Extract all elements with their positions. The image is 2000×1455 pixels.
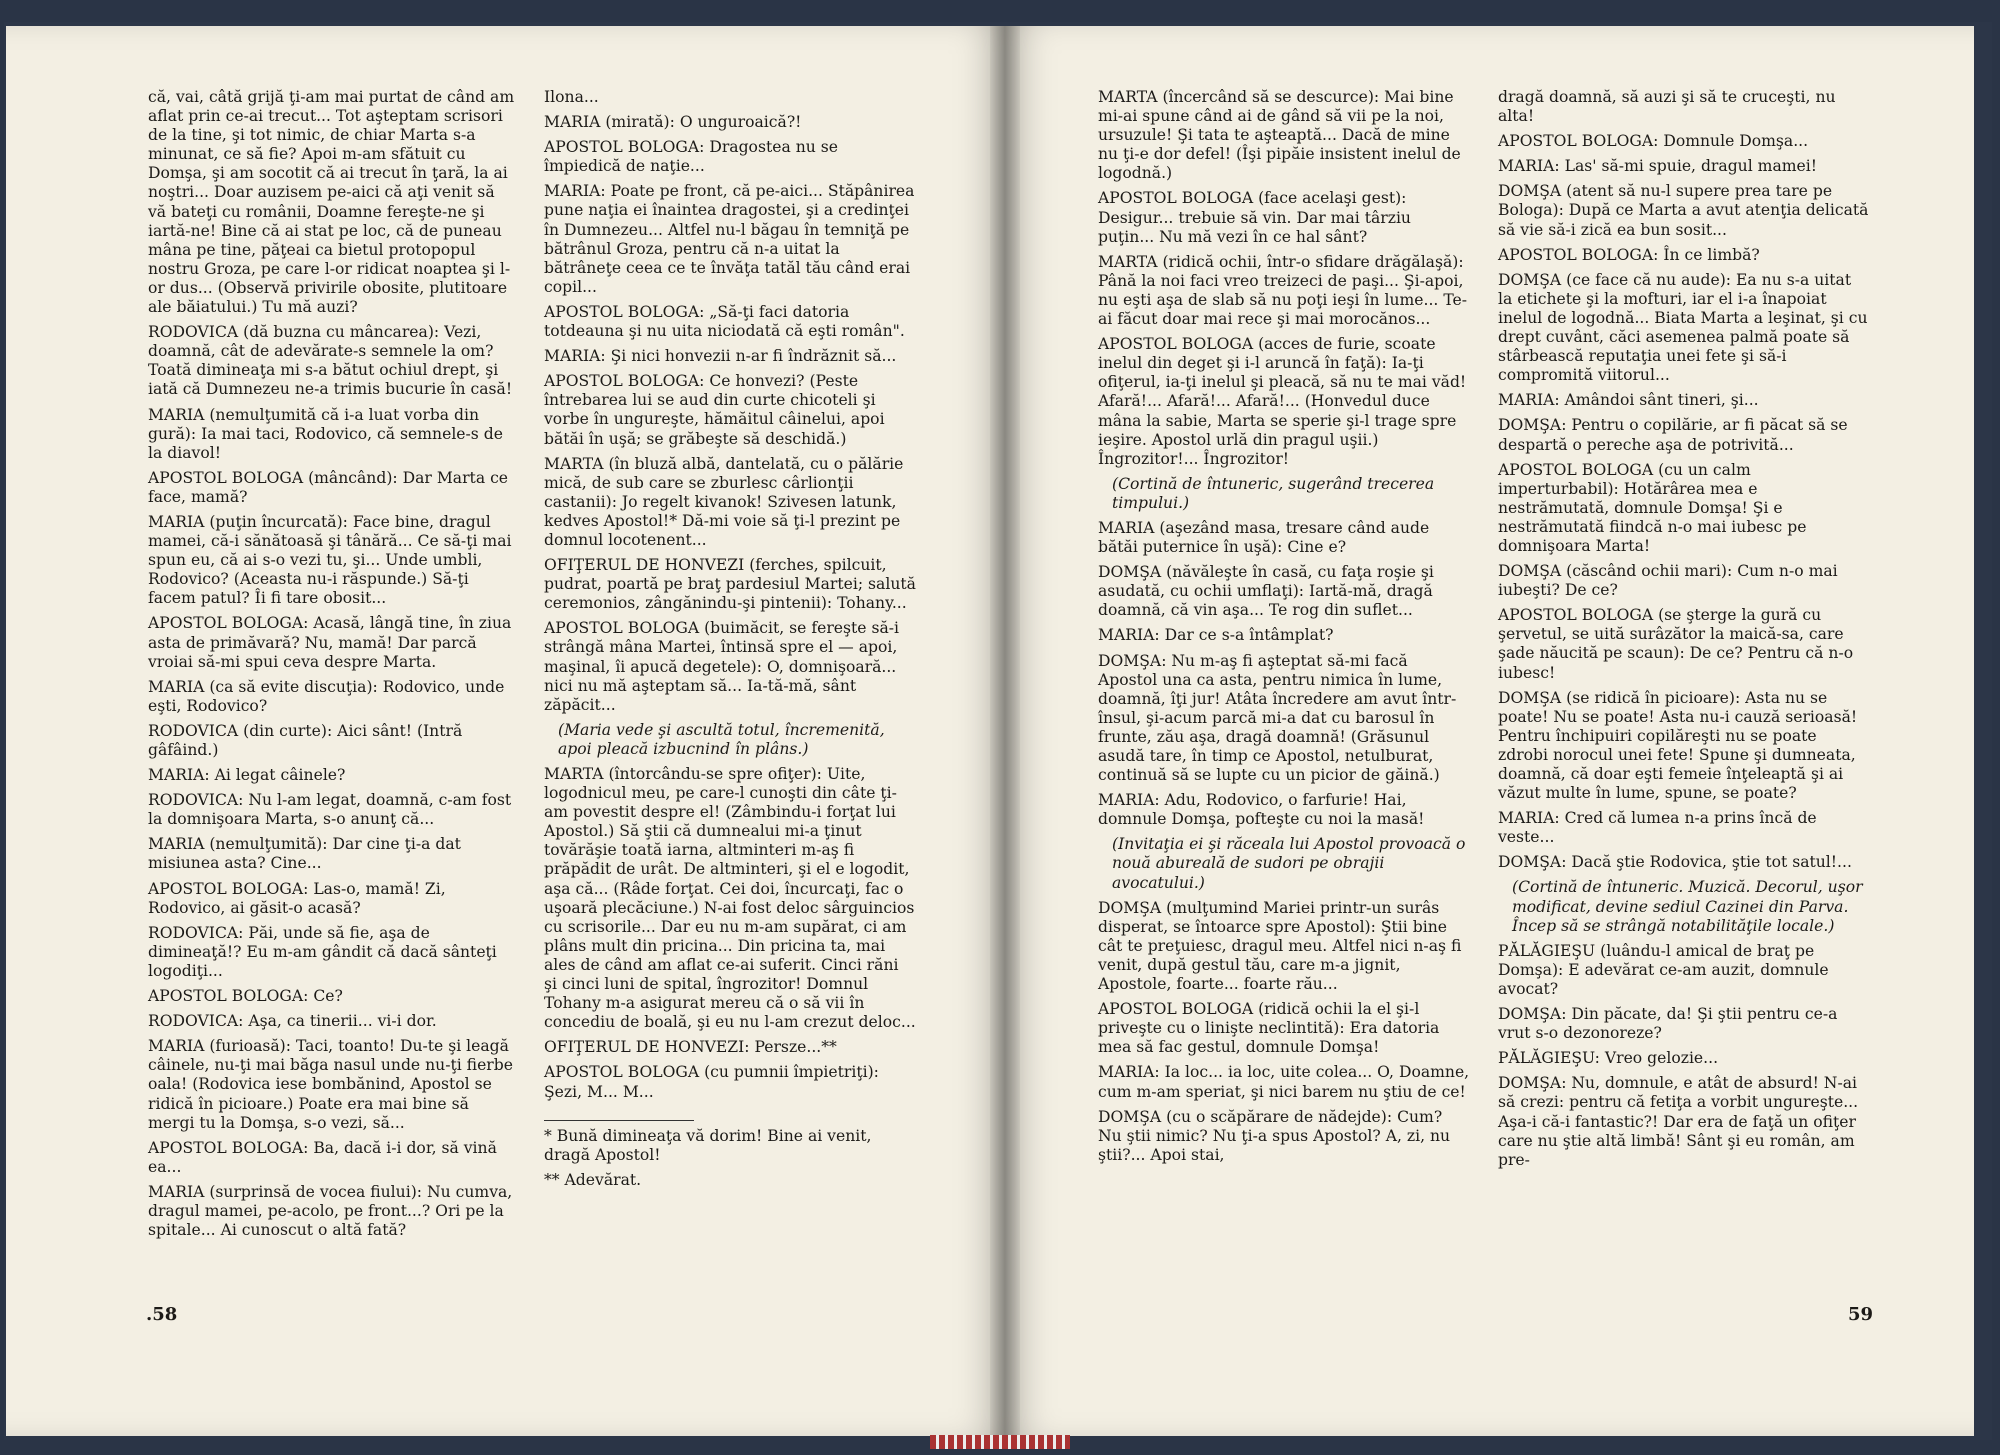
text-block: DOMŞA (năvăleşte în casă, cu faţa roşie şi asudată, cu ochii umflaţi): Iartă-mă, dragă doamnă, că vin aşa... Te rog din suflet...: [1098, 563, 1434, 620]
text-block: MARIA: Dar ce s-a întâmplat?: [1098, 626, 1334, 645]
text-block: MARIA: Şi nici honvezii n-ar fi îndrăznit să...: [544, 347, 897, 366]
text-block: RODOVICA (din curte): Aici sânt! (Intră gâfâind.): [148, 721, 463, 759]
text-block: MARIA: Las' să-mi spuie, dragul mamei!: [1498, 157, 1818, 176]
text-block: MARIA (nemulţumită că i-a luat vorba din gură): Ia mai taci, Rodovico, că semnele-s de la diavol!: [148, 405, 503, 462]
text-block: DOMŞA (se ridică în picioare): Asta nu se poate! Nu se poate! Asta nu-i cauză serioasă! Pentru închipuiri copilăreşti nu se poate zdrobi norocul unei fete! Spune şi dumneata, doamnă, că doar eşti femeie înţeleaptă şi ai văzut multe în lume, spune, se poate?: [1498, 688, 1858, 803]
text-block: MARTA (întorcându-se spre ofiţer): Uite, logodnicul meu, pe care-l cunoşti din câte ţi-am povestit despre el! (Zâmbindu-i forţat lui Apostol.) Să ştii că dumnealui mi-a ţinut tovărăşie toată iarna, altminteri m-aş fi prăpădit de urât. De altminteri, şi el e logodit, aşa că... (Râde forţat. Cei doi, încurcaţi, fac o uşoară plecăciune.) N-ai fost deloc sârguincios cu scrisorile... Dar eu nu m-am supărat, ci am plâns mult din pricina... Din pricina ta, mai ales de când am aflat ce-ai suferit. Cinci răni şi cinci luni de spital, îngrozitor! Domnul Tohany m-a asigurat mereu că o să vii în concediu de boală, şi eu nu l-am crezut deloc...: [544, 765, 916, 1032]
right-page-column-1: [1098, 88, 1470, 1171]
text-block: MARIA: Amândoi sânt tineri, şi...: [1498, 391, 1759, 410]
text-block: Ilona...: [544, 88, 599, 106]
text-block: APOSTOL BOLOGA (ridică ochii la el şi-l priveşte cu o linişte neclintită): Era datoria mea să fac gestul, domnule Domşa!: [1098, 1000, 1440, 1057]
text-block: MARIA (ca să evite discuţia): Rodovico, unde eşti, Rodovico?: [148, 677, 505, 715]
text-block: APOSTOL BOLOGA (cu un calm imperturbabil): Hotărârea mea e nestrămutată, domnule Domşa! Şi e nestrămutată fiindcă n-o mai iubesc pe domnişoara Marta!: [1498, 460, 1807, 555]
stage-direction: (Invitaţia ei şi răceala lui Apostol provoacă o nouă abureală de sudori pe obrajii avocatului.): [1112, 835, 1466, 892]
footnote: ** Adevărat.: [544, 1170, 642, 1189]
text-block: MARIA: Adu, Rodovico, o farfurie! Hai, domnule Domşa, pofteşte cu noi la masă!: [1098, 791, 1425, 829]
text-block: DOMŞA: Nu m-aş fi aşteptat să-mi facă Apostol una ca asta, pentru nimica în lume, doamnă, îţi jur! Atâta încredere am avut într-însul, şi-acum parcă mi-a dat cu barosul în frunte, zău aşa, dragă doamnă! (Grăsunul asudă tare, în timp ce Apostol, netulburat, continuă să se lupte cu un picior de găină.): [1098, 651, 1457, 785]
text-block: RODOVICA: Păi, unde să fie, aşa de dimineaţă!? Eu m-am gândit că dacă sânteţi logodiţi...: [148, 923, 497, 980]
stage-direction: (Cortină de întuneric, sugerând trecerea timpului.): [1112, 474, 1435, 512]
book-gutter: [990, 26, 1020, 1436]
page-number-right: 59: [1848, 1304, 1874, 1325]
text-block: DOMŞA (mulţumind Mariei printr-un surâs disperat, se întoarce spre Apostol): Ştii bine cât te preţuiesc, dragul meu. Altfel nici n-aş fi venit, după gestul tău, care m-a jignit, Apostole, foarte... foarte rău...: [1098, 898, 1462, 994]
text-block: PĂLĂGIEŞU (luându-l amical de braţ pe Domşa): E adevărat ce-am auzit, domnule avocat?: [1498, 941, 1829, 998]
page-number-left: .58: [146, 1304, 178, 1325]
text-block: MARIA: Ai legat câinele?: [148, 766, 346, 785]
text-block: APOSTOL BOLOGA: Domnule Domşa...: [1498, 132, 1809, 151]
text-block: RODOVICA: Nu l-am legat, doamnă, c-am fost la domnişoara Marta, s-o anunţ că...: [148, 791, 512, 829]
text-block: PĂLĂGIEŞU: Vreo gelozie...: [1498, 1049, 1719, 1068]
text-block: APOSTOL BOLOGA (mâncând): Dar Marta ce face, mamă?: [148, 468, 509, 506]
text-block: MARIA (nemulţumită): Dar cine ţi-a dat misiunea asta? Cine...: [148, 835, 461, 873]
text-block: APOSTOL BOLOGA: Las-o, mamă! Zi, Rodovico, ai găsit-o acasă?: [148, 879, 446, 917]
text-block: APOSTOL BOLOGA (cu pumnii împietriţi): Şezi, M... M...: [544, 1063, 879, 1101]
left-page-column-1: [148, 88, 516, 1246]
stage-direction: (Cortină de întuneric. Muzică. Decorul, uşor modificat, devine sediul Cazinei din Parva. Încep să se strângă notabilităţile locale.): [1512, 878, 1863, 935]
text-block: APOSTOL BOLOGA: Dragostea nu se împiedică de naţie...: [544, 138, 838, 176]
text-block: OFIŢERUL DE HONVEZI (ferches, spilcuit, pudrat, poartă pe braţ pardesiul Martei; salută ceremonios, zângănindu-şi pintenii): Tohany...: [544, 556, 916, 613]
text-block: MARIA (puţin încurcată): Face bine, dragul mamei, că-i sănătoasă şi tânără... Ce să-ţi mai spun eu, că ai s-o vezi tu, şi... Unde umbli, Rodovico? (Aceasta nu-i răspunde.) Să-ţi facem patul? Îi fi tare obosit...: [148, 512, 512, 608]
text-block: DOMŞA: Pentru o copilărie, ar fi păcat să se despartă o pereche aşa de potrivită...: [1498, 416, 1848, 454]
text-block: MARIA (furioasă): Taci, toanto! Du-te şi leagă câinele, nu-ţi mai băga nasul unde nu-ţi fierbe oala! (Rodovica iese bombănind, Apostol se ridică în picioare.) Poate era mai bine să mergi tu la Domşa, s-o vezi, să...: [148, 1037, 513, 1132]
text-block: MARIA: Ia loc... ia loc, uite colea... O, Doamne, cum m-am speriat, şi nici barem nu ştiu de ce!: [1098, 1063, 1470, 1101]
text-block: MARIA: Cred că lumea n-a prins încă de veste...: [1498, 809, 1817, 847]
text-block: APOSTOL BOLOGA: Acasă, lângă tine, în ziua asta de primăvară? Nu, mamă! Dar parcă vroiai să-mi spui ceva despre Marta.: [148, 614, 512, 671]
text-block: DOMŞA (cu o scăpărare de nădejde): Cum? Nu ştii nimic? Nu ţi-a spus Apostol? A, zi, nu ştii?... Apoi stai,: [1098, 1107, 1451, 1164]
text-block: MARIA (aşezând masa, tresare când aude bătăi puternice în uşă): Cine e?: [1098, 518, 1430, 557]
text-block: DOMŞA (ce face că nu aude): Ea nu s-a uitat la etichete şi la mofturi, iar el i-a înapoiat inelul de logodnă... Biata Marta a leşinat, şi cu drept cuvânt, căci asemenea palmă poate să stârbească reputaţia unei fete şi să-i compromită viitorul...: [1498, 270, 1868, 385]
stage-direction: (Maria vede şi ascultă totul, încremenită, apoi pleacă izbucnind în plâns.): [558, 720, 885, 758]
text-block: MARIA: Poate pe front, că pe-aici... Stăpânirea pune naţia ei înaintea dragostei, şi a credinţei în Dumnezeu... Altfel nu-l băgau în temniţă pe bătrânul Groza, pentru că n-a uitat la bătrâneţe ceea ce te învăţa tatăl tău când erai copil...: [544, 182, 915, 296]
spine-bookmark: [930, 1435, 1070, 1449]
text-block: DOMŞA (căscând ochii mari): Cum n-o mai iubeşti? De ce?: [1498, 562, 1838, 600]
text-block: APOSTOL BOLOGA (buimăcit, se fereşte să-i strângă mâna Martei, întinsă spre el — apoi, maşinal, îi apucă degetele): O, domnişoară... nici nu mă aşteptam să... Ia-tă-mă, sânt zăpăcit...: [544, 619, 900, 714]
text-block: APOSTOL BOLOGA (acces de furie, scoate inelul din deget şi i-l aruncă în faţă): Ia-ţi ofiţerul, ia-ţi inelul şi pleacă, să nu te mai văd! Afară!... Afară!... Afară!... (Honvedul duce mâna la sabie, Marta se sperie şi-l trage spre ieşire. Apostol urlă din pragul uşii.) Îngrozitor!... Îngrozitor!: [1098, 335, 1467, 468]
text-block: APOSTOL BOLOGA (face acelaşi gest): Desigur... trebuie să vin. Dar mai târziu puţin... Nu mă vezi în ce hal sânt?: [1098, 189, 1411, 246]
text-block: APOSTOL BOLOGA (se şterge la gură cu şervetul, se uită surâzător la maică-sa, care şade năucită pe scaun): De ce? Pentru că n-o iubesc!: [1498, 606, 1854, 682]
text-block: DOMŞA: Nu, domnule, e atât de absurd! N-ai să crezi: pentru că fetiţa a vorbit ungureşte... Aşa-i că-i fantastic?! Dar era de faţă un ofiţer care nu ştie altă limbă! Sânt şi eu român, am pre-: [1498, 1074, 1859, 1169]
text-block: RODOVICA: Aşa, ca tinerii... vi-i dor.: [148, 1012, 437, 1031]
right-page-column-2: [1498, 88, 1870, 1176]
footnote: * Bună dimineaţa vă dorim! Bine ai venit, dragă Apostol!: [544, 1126, 872, 1164]
text-block: APOSTOL BOLOGA: În ce limbă?: [1498, 245, 1760, 264]
text-block: MARTA (încercând să se descurce): Mai bine mi-ai spune când ai de gând să vii pe la noi, ursuzule! Şi tata te aşteaptă... Dacă de mine nu ţi-e dor defel! (Îşi pipăie insistent inelul de logodnă.): [1098, 88, 1461, 183]
text-block: DOMŞA: Dacă ştie Rodovica, ştie tot satul!...: [1498, 853, 1852, 872]
text-block: că, vai, câtă grijă ţi-am mai purtat de când am aflat prin ce-ai trecut... Tot aşteptam scrisori de la tine, şi tot nimic, de chiar Marta s-a minunat, ce să fie? Apoi m-am sfătuit cu Domşa, şi am socotit că ai trecut în ţară, la ai noştri... Doar auzisem pe-aici că aţi venit să vă bateţi cu românii, Doamne fereşte-ne şi iartă-ne! Bine că ai stat pe loc, că de puneau mâna pe tine, păţeai ca bietul protopopul nostru Groza, pe care l-or ridicat noaptea şi l-or dus... (Observă privirile obosite, plutitoare ale băiatului.) Tu mă auzi?: [148, 88, 515, 317]
text-block: MARIA (mirată): O unguroaică?!: [544, 113, 802, 132]
text-block: MARIA (surprinsă de vocea fiului): Nu cumva, dragul mamei, pe-acolo, pe front...? Ori pe la spitale... Ai cunoscut o altă fată?: [148, 1182, 513, 1240]
text-block: APOSTOL BOLOGA: Ce honvezi? (Peste întrebarea lui se aud din curte chicoteli şi vorbe în ungureşte, hămăitul câinelui, apoi bătăi în uşă; se grăbeşte să deschidă.): [544, 372, 885, 448]
text-block: dragă doamnă, să auzi şi să te cruceşti, nu alta!: [1498, 88, 1836, 126]
text-block: RODOVICA (dă buzna cu mâncarea): Vezi, doamnă, cât de adevărate-s semnele la om? Toată dimineaţa mi s-a bătut ochiul drept, şi iată că Dumnezeu ne-a trimis bucurie în casă!: [148, 323, 513, 399]
text-block: MARTA (ridică ochii, într-o sfidare drăgălaşă): Până la noi faci vreo treizeci de paşi... Şi-apoi, nu eşti aşa de slab să nu poţi ieşi în lume... Te-ai făcut doar mai rece şi mai morocănos...: [1098, 252, 1468, 329]
text-block: APOSTOL BOLOGA: „Să-ţi faci datoria totdeauna şi nu uita niciodată că eşti român".: [544, 302, 905, 341]
text-block: MARTA (în bluză albă, dantelată, cu o pălărie mică, de sub care se zburlesc cârlionţii castanii): Jo regelt kivanok! Szivesen latunk, kedves Apostol!* Dă-mi voie să ţi-l prezint pe domnul locotenent...: [544, 454, 904, 549]
text-block: APOSTOL BOLOGA: Ce?: [148, 987, 343, 1006]
text-block: APOSTOL BOLOGA: Ba, dacă i-i dor, să vină ea...: [148, 1138, 497, 1176]
text-block: DOMŞA: Din păcate, da! Şi ştii pentru ce-a vrut s-o dezonoreze?: [1498, 1005, 1838, 1043]
footnotes: [544, 1120, 872, 1190]
left-page-column-2: [544, 88, 916, 1196]
text-block: OFIŢERUL DE HONVEZI: Persze...**: [544, 1038, 837, 1057]
text-block: DOMŞA (atent să nu-l supere prea tare pe Bologa): După ce Marta a avut atenţia delicată să vie să-i zică ea bun sosit...: [1498, 182, 1869, 239]
